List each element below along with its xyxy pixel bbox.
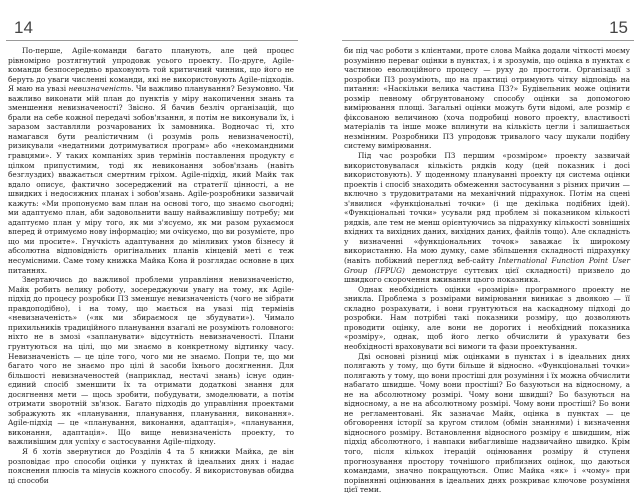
text-run: би під час роботи з клієнтами, проте слова Майка додали чіткості моєму розумінню переваг оцінки в пунктах, і я зрозумів, що оцінка в пунктах є частиною еволюційного процесу — руху до простоти. Організації з розробки ПЗ розуміють, що на практиці отримують чітку відповідь на питання: «Наскільки велика частина ПЗ?» Будівельник може оцінити розмір певному обгрунтованому способу оцінки за допомогою вимірювання площі. Загальні оцінки можуть бути відомі, але розмір є фіксованою величиною (хоча подробиці нового проекту, властивості матеріалів та інше може вплинути на кількість цегли і залишається незмінним. Розробники ПЗ упродовж тривалого часу шукали подібну систему вимірювання. bbox=[344, 46, 630, 151]
text-run: Звертаючись до важливої проблеми управління невизначеністю, Майк робить велику роботу, зосереджуючи увагу на тому, як Agile-підхід до процесу розробки ПЗ зменшує невизначеність (чого не зібрати правдоподібно), і на тому, що мається на увазі під термінів «невизначеність» («як ми збираємося це збудувати»). Чимало прихильників традиційного планування взагалі не розуміють головного: ніхто не в змозі «запланувати» відсутність невизначеності. Плани грунтуються на цілі, що ми знаємо в конкретному відтинку часу. Невизначеність — це ціле того, чого ми не знаємо. Попри те, що ми багато чого не знаємо про цілі й засоби їхнього досягнення. Для більшості невизначеностей (наприклад, нестачі знань) існує один-єдиний спосіб зменшити їх та отримати додаткові знання для досягнення мети — щось зробити, побудувати, змоделювати, а потім отримати зворотній зв'язок. Багато підходів до управління проектами зображують як «планування, планування, планування, виконання». Agile-підхід — це «планування, виконання, адаптація», «планування, виконання, адаптація». Що вище невизначеність проекту, то важливішим для успіху є застосування Agile-підходу. bbox=[8, 275, 294, 447]
paragraph bbox=[344, 151, 630, 285]
left-page-text bbox=[8, 46, 294, 485]
text-run: Однак необхідність оцінки «розмірів» програмного проекту не зникла. Проблема з розмірами вимірювання виникає з двоякою — її складно розрахувати, і вони грунтуються на каскадному підході до розробки. Нам потрібні такі показники розміру, що дозволяють проводити оцінку, але вони не дорогих і необхідний показника «розміру», однак, щоб його легко обчислити й урахувати без необхідності враховувати всі вимоги та фази проектування. bbox=[344, 284, 630, 351]
paragraph bbox=[8, 275, 294, 447]
paragraph bbox=[344, 352, 630, 495]
italic-text: International Function Point User Group (IFPUG) bbox=[344, 256, 630, 275]
text-run: Дві основні різниці між оцінками в пунктах і в ідеальних днях полягають у тому, що бути більше й відносно. «Функціональні точки» полягають у тому, що вони простіші для розуміння і їх можна обчислити набагато швидше. Чому вони простіші? Бо базуються на відносному, а не на абсолютному розмірі. Чому вони швидші? Бо базуються на відносному, а не на абсолютному розмірі. Чому вони простіші? Бо вони не регламентовані. Як зазначає Майк, оцінка в пунктах — це обговорення історії за кругом стилом (обмін знаннями) і визначення відносного розміру. Встановлення відносного розміру є швидшим, ніж підхід абсолютного, і навпаки вибагливіше надзвичайно швидко. Крім того, після кількох ітерацій оцінювання розміру й ступеня прогнозування простору точнішого приблизних оцінок, що даються командами, значно покращуються. Опис Майка «як» і «чому» при порівнянні оцінювання в ідеальних днях розкриває ключове розуміння цієї теми. bbox=[344, 351, 630, 495]
right-page-text bbox=[344, 46, 630, 495]
paragraph bbox=[8, 447, 294, 485]
page-number-right: 15 bbox=[609, 18, 628, 37]
text-run: Я б хотів звернутися до Розділів 4 та 5 книжки Майка, де він розповідає про способи оцінки у пунктах й ідеальних днях і надає пояснення плюсів та мінусів кожного способу. Я використовував обидва ці способи bbox=[8, 446, 294, 485]
paragraph bbox=[8, 46, 294, 275]
paragraph bbox=[344, 46, 630, 151]
header-rule-left bbox=[6, 40, 298, 41]
text-run: По-перше, Agile-команди багато планують, але цей процес рівномірно розтягнутий упродовж усього проекту. По-друге, Agile-команди безпосередньо враховують той критичний чинник, що його не беруть до уваги численні команди, які не використовують Agile-підходів. Я маю на увазі bbox=[8, 46, 294, 94]
page-number-left: 14 bbox=[14, 18, 33, 37]
text-run: демонструє суттєвих цієї складності) призвело до швидкого скорочення вживання цього показника. bbox=[344, 265, 630, 285]
text-run: Під час розробки ПЗ першим «розміром» проекту зазвичай використовувалася кількість рядків коду (цей показник і досі використовують). У щоденному плануванні проекту ця система оцінки проектів і спосіб знаходить обмеження застосування з різних причин — включно з трудовитратами на механічний підрахунок. Потім на сцені з'явилися «функціональні точки» (і ще декілька подібних ідей). «Функціональні точки» усували ряд проблем зі показником кількості рядків, але тем не менш орієнтуючись за підрахунку кількості зовнішніх вхідних та вихідних даних, вихідних даних, файлів тощо). Але складність у визначенні «функціональних точок» заважає їх широкому використанню. На мою думку, саме збільшення складності підрахунку (навіть побіжний перегляд веб-сайту bbox=[344, 151, 630, 266]
paragraph bbox=[344, 285, 630, 352]
italic-text: невизначеність bbox=[68, 84, 132, 94]
text-run: . Чи важливо планування? Безумовно. Чи важливо виконати мій план до пунктів у міру накопичення знань та зменшення невизначеності? Звісно. Я бачив безліч організацій, що брали на себе кожної передачі зобов'язання, я потім не виконували їх, і заразом заставляли розчарованих їх замовника. Водночас ті, хто намагався бути реалістичним (і розумів роль невизначеності), ризикували «недатними дотримуватися програм» або «некомандними гравцями». У таких компаніях зрив термінів поставлення продукту є цілком припустимим, тоді як невиконання зобов'язань (навіть безглуздих) вважається смертним гріхом. Agile-підхід, який Майк так вдало описує, фактично зосереджений на стратегії цінності, а не швидких і недосяжних планах і зобов'язань. Agile-розробники зазвичай кажуть: «Ми пропонуємо вам план на основі того, що знаємо сьогодні; ми адаптуємо план, аби задовольнити вашу найважливішу потребу; ми адаптуємо план у міру того, як ми з'ясуємо, як ми разом рухаємося вперед й отримуємо нову інформацію; ми очікуємо, що ви розумієте, про що ми просите». Гнучкість адаптування до мінливих умов бізнесу й абсолютна відповідність оригінальних планів кінцевій меті є теж несумісними. Саме тому книжка Майка Кона й розглядає основне в цих питаннях. bbox=[8, 84, 294, 275]
header-rule-right bbox=[342, 40, 634, 41]
